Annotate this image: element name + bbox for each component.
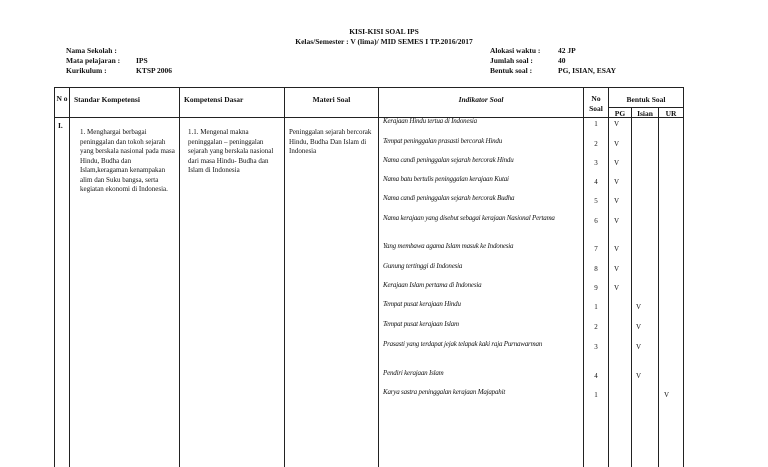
header-isian: Isian xyxy=(637,109,653,118)
indikator-soal: Prasasti yang terdapat jejak telapak kaki raja Purnawarman xyxy=(383,340,543,348)
col-line xyxy=(69,87,70,467)
isian-mark: V xyxy=(636,303,642,311)
col-line xyxy=(179,87,180,467)
question-number: 8 xyxy=(594,265,598,273)
question-number: 5 xyxy=(594,197,598,205)
header-bottom-border xyxy=(54,117,684,118)
question-number: 2 xyxy=(594,323,598,331)
header-standar: Standar Kompetensi xyxy=(74,95,140,104)
isian-mark: V xyxy=(636,343,642,351)
question-number: 3 xyxy=(594,343,598,351)
meta-curriculum: Kurikulum : KTSP 2006 xyxy=(66,66,173,75)
pg-mark: V xyxy=(614,284,620,292)
question-number: 2 xyxy=(594,140,598,148)
indikator-soal: Tempat pusat kerajaan Hindu xyxy=(383,300,461,308)
kompetensi-dasar: 1.1. Mengenal makna peninggalan – peninggalan sejarah yang berskala nasional dari masa Hindu- Budha dan Islam di Indonesia xyxy=(188,128,274,174)
table-top-border xyxy=(54,87,684,88)
header-no-soal: No Soal xyxy=(589,94,603,113)
header-materi: Materi Soal xyxy=(312,95,351,104)
indikator-soal: Nama kerajaan yang disebut sebagai kerajaan Nasional Pertama xyxy=(383,214,555,222)
materi-soal: Peninggalan sejarah bercorak Hindu, Budha Dan Islam di Indonesia xyxy=(289,128,372,155)
standar-kompetensi: 1. Menghargai berbagai peninggalan dan tokoh sejarah yang berskala nasional pada masa Hindu, Budha dan Islam,keragaman kenampakan alim dan Suku bangsa, serta kegiatan ekonomi di Indonesia. xyxy=(80,128,175,193)
meta-question-type: Bentuk soal : PG, ISIAN, ESAY xyxy=(490,66,617,75)
indikator-soal: Nama candi peninggalan sejarah bercorak Budha xyxy=(383,194,515,202)
indikator-soal: Tempat peninggalan prasasti bercorak Hindu xyxy=(383,137,503,145)
col-line xyxy=(378,87,379,467)
meta-time: Alokasi waktu : 42 JP xyxy=(490,46,576,55)
pg-mark: V xyxy=(614,245,620,253)
indikator-soal: Karya sastra peninggalan kerajaan Majapahit xyxy=(383,388,506,396)
meta-subject: Mata pelajaran : IPS xyxy=(66,56,148,65)
isian-mark: V xyxy=(636,372,642,380)
indikator-soal: Pendiri kerajaan Islam xyxy=(383,369,444,377)
question-number: 4 xyxy=(594,178,598,186)
pg-mark: V xyxy=(614,265,620,273)
indikator-soal: Yang membawa agama Islam masuk ke Indonesia xyxy=(383,242,514,250)
pg-mark: V xyxy=(614,197,620,205)
ur-mark: V xyxy=(664,391,670,399)
indikator-soal: Kerajaan Islam pertama di Indonesia xyxy=(383,281,482,289)
col-line xyxy=(631,107,632,467)
pg-mark: V xyxy=(614,217,620,225)
isian-mark: V xyxy=(636,323,642,331)
pg-mark: V xyxy=(614,178,620,186)
header-indikator: Indikator Soal xyxy=(458,95,504,104)
pg-mark: V xyxy=(614,159,620,167)
indikator-soal: Gunung tertinggi di Indonesia xyxy=(383,262,463,270)
bentuk-subheader-line xyxy=(608,107,684,108)
header-pg: PG xyxy=(614,109,626,118)
indikator-soal: Nama batu bertulis peninggalan kerajaan Kutai xyxy=(383,175,509,183)
pg-mark: V xyxy=(614,140,620,148)
question-number: 1 xyxy=(594,120,598,128)
indikator-soal: Nama candi peninggalan sejarah bercorak Hindu xyxy=(383,156,514,164)
question-number: 1 xyxy=(594,391,598,399)
header-ur: UR xyxy=(665,109,677,118)
col-line xyxy=(683,87,684,467)
header-kompetensi: Kompetensi Dasar xyxy=(184,95,244,104)
header-bentuk: Bentuk Soal xyxy=(626,95,666,104)
meta-school: Nama Sekolah : xyxy=(66,46,117,55)
document-title: KISI-KISI SOAL IPS xyxy=(349,27,419,36)
question-number: 6 xyxy=(594,217,598,225)
meta-question-count: Jumlah soal : 40 xyxy=(490,56,566,65)
row-number: I. xyxy=(58,121,63,130)
header-no: N o xyxy=(56,94,68,103)
pg-mark: V xyxy=(614,120,620,128)
col-line xyxy=(658,107,659,467)
indikator-soal: Tempat pusat kerajaan Islam xyxy=(383,320,459,328)
question-number: 7 xyxy=(594,245,598,253)
question-number: 1 xyxy=(594,303,598,311)
indikator-soal: Kerajaan Hindu tertua di Indonesia xyxy=(383,117,477,125)
question-number: 3 xyxy=(594,159,598,167)
col-line xyxy=(54,87,55,467)
document-subtitle: Kelas/Semester : V (lima)/ MID SEMES I TP.2016/2017 xyxy=(295,37,473,46)
col-line xyxy=(284,87,285,467)
col-line xyxy=(608,87,609,467)
question-number: 4 xyxy=(594,372,598,380)
question-number: 9 xyxy=(594,284,598,292)
